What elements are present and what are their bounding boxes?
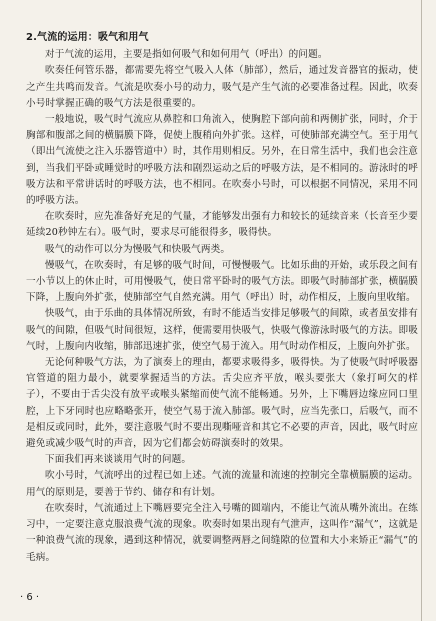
paragraph-10: 吹小号时，气流呼出的过程已如上述。气流的流量和流速的控制完全靠横膈膜的运动。用气的原则是，要善于节约、储存和有计划。 (26, 470, 418, 498)
paragraph-7: 快吸气，由于乐曲的具体情况所致，有时不能适当安排足够吸气的间隙，或者虽安排有吸气的间隙，但吸气时间很短，这样，便需要用快吸气，快吸气像游泳时吸气的方法。即吸气时，上腹向内收缩，肺部迅速扩张，使空气易于流入。用气时动作相反，上腹向外扩张。 (26, 308, 418, 352)
page-number: · 6 · (20, 592, 40, 603)
paragraph-2: 吹奏任何管乐器，都需要先将空气吸入人体（肺部），然后，通过发音器官的振动，使之产生共鸣而发音。气流是吹奏小号的动力，吸气是产生气流的必要准备过程。因此，吹奏小号时掌握正确的吸气方法是很重要的。 (26, 65, 418, 109)
paragraph-8: 无论何种吸气方法，为了演奏上的理由，都要求吸得多，吸得快。为了使吸气时呼吸器官管道的阻力最小，就要掌握适当的方法。舌尖应齐平放，喉头要张大（象打呵欠的样子），不要由于舌尖没有放平或喉头紧缩而使气流不能畅通。另外，上下嘴唇边缘应同口里腔，上下牙同时也应略略张开，使空气易于流入肺部。吸气时，应当先张口，后吸气，而不是相反或同时，此外，要注意吸气时不要出现嘶哑音和其它不必要的声音，因此，吸气时应避免或减少吸气时的声音，因为它们都会妨碍演奏时的效果。 (26, 357, 418, 450)
paragraph-5: 吸气的动作可以分为慢吸气和快吸气两类。 (45, 243, 231, 255)
paragraph-3: 一般地说，吸气时气流应从鼻腔和口角流入，使胸腔下部向前和两侧扩张，同时，介于胸部和腹部之间的横膈膜下降，促使上腹稍向外扩张。这样，可使肺部充满空气。至于用气（即出气流使之注入乐器管道中）时，其作用则相反。另外，在日常生活中，我们也会注意到，当我们平卧或睡觉时的呼吸方法和剧烈运动之后的呼吸方法，是不相同的。游泳时的呼吸方法和平常讲话时的呼吸方法，也不相同。在吹奏小号时，可以根据不同情况，采用不同的呼吸方法。 (26, 114, 418, 207)
paragraph-4: 在吹奏时，应先准备好充足的气量，才能够发出强有力和较长的延续音来（长音至少要延续20秒钟左右）。吸气时，要求尽可能很得多，吸得快。 (26, 211, 418, 239)
page-content (26, 30, 418, 566)
paragraph-6: 慢吸气，在吹奏时，有足够的吸气时间，可慢慢吸气。比如乐曲的开始，或乐段之间有一小节以上的休止时，可用慢吸气，使日常平卧时的吸气方法。即吸气时肺部扩张，横膈膜下降，上腹向外扩张，使肺部空气自然充满。用气（呼出）时，动作相反，上腹向里收缩。 (26, 259, 418, 304)
paragraph-1: 对于气流的运用，主要是指如何吸气和如何用气（呼出）的问题。 (45, 49, 328, 61)
paragraph-9: 下面我们再来谈谈用气时的问题。 (45, 454, 192, 466)
section-heading: 2.气流的运用：吸气和用气 (26, 32, 149, 43)
paragraph-11: 在吹奏时，气流通过上下嘴唇要完全注入号嘴的圆端内，不能让气流从嘴外流出。在练习中，一定要注意克服浪费气流的现象。吹奏时如果出现有气泄声，这叫作“漏气”，这就是一种浪费气流的现象，遇到这种情况，就要调整两唇之间缝隙的位置和大小来矫正“漏气”的毛病。 (26, 502, 418, 563)
page-edge-line (421, 0, 422, 621)
